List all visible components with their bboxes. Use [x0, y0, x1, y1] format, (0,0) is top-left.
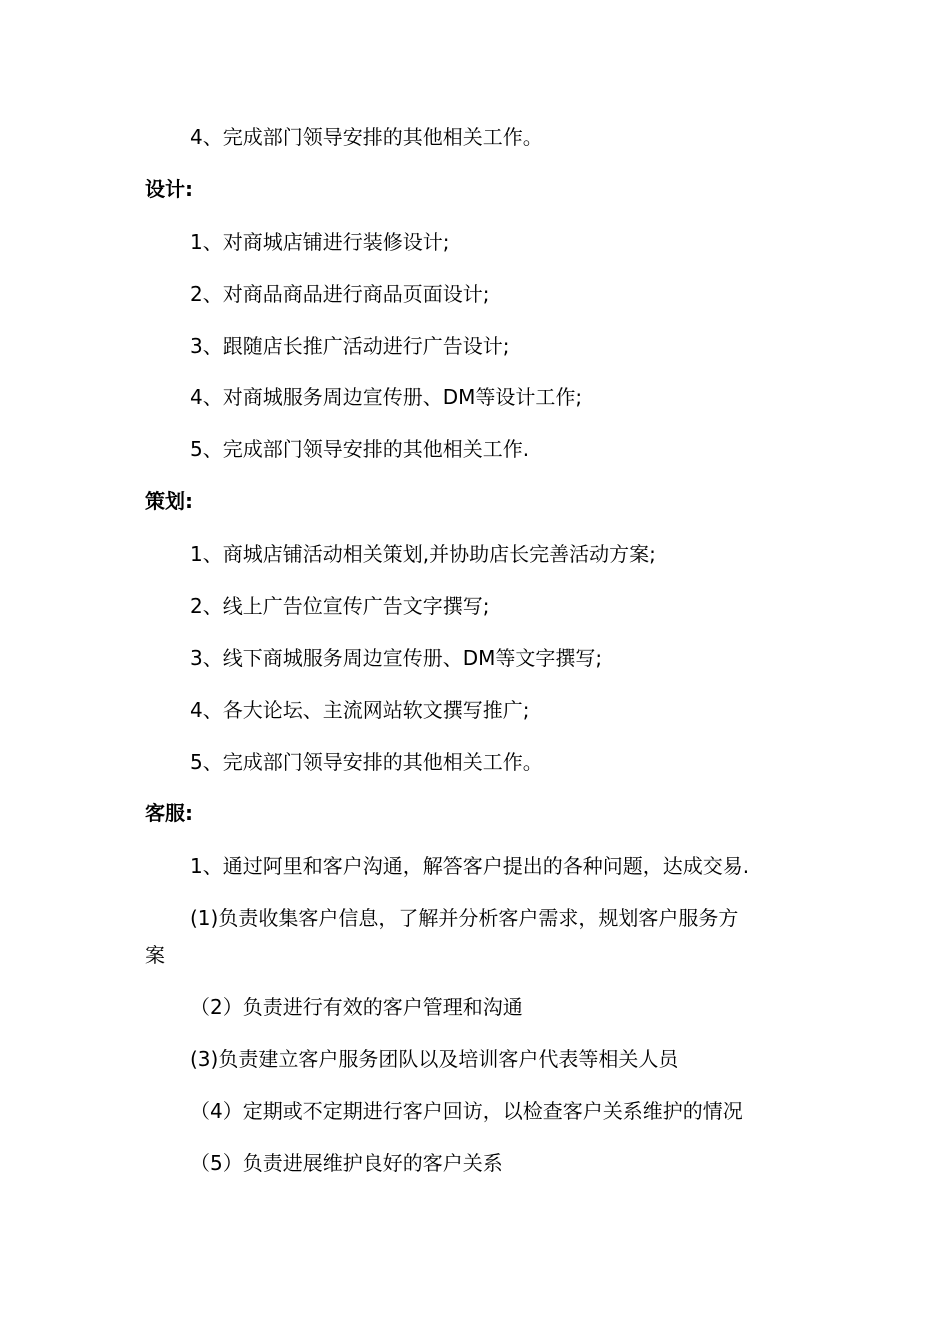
service-subitem: (3)负责建立客户服务团队以及培训客户代表等相关人员 [190, 1047, 679, 1071]
service-item: 1、通过阿里和客户沟通，解答客户提出的各种问题，达成交易. [190, 854, 750, 878]
planning-item: 5、完成部门领导安排的其他相关工作。 [190, 750, 543, 774]
design-item: 5、完成部门领导安排的其他相关工作. [190, 437, 530, 461]
planning-item: 1、商城店铺活动相关策划,并协助店长完善活动方案; [190, 542, 656, 566]
service-subitem: （5）负责进展维护良好的客户关系 [190, 1151, 503, 1175]
design-item: 1、对商城店铺进行装修设计; [190, 230, 450, 254]
design-item: 2、对商品商品进行商品页面设计; [190, 282, 490, 306]
planning-heading: 策划: [145, 489, 193, 513]
service-subitem-continuation: 案 [145, 943, 165, 967]
design-heading: 设计: [145, 177, 193, 201]
service-subitem: (1)负责收集客户信息，了解并分析客户需求，规划客户服务方 [190, 906, 739, 930]
design-item: 3、跟随店长推广活动进行广告设计; [190, 334, 510, 358]
service-heading: 客服: [145, 801, 193, 825]
design-item: 4、对商城服务周边宣传册、DM等设计工作; [190, 385, 583, 409]
service-subitem: （4）定期或不定期进行客户回访，以检查客户关系维护的情况 [190, 1099, 743, 1123]
planning-item: 2、线上广告位宣传广告文字撰写; [190, 594, 490, 618]
planning-item: 3、线下商城服务周边宣传册、DM等文字撰写; [190, 646, 603, 670]
service-subitem: （2）负责进行有效的客户管理和沟通 [190, 995, 523, 1019]
planning-item: 4、各大论坛、主流网站软文撰写推广; [190, 698, 530, 722]
intro-list-item: 4、完成部门领导安排的其他相关工作。 [190, 125, 543, 149]
